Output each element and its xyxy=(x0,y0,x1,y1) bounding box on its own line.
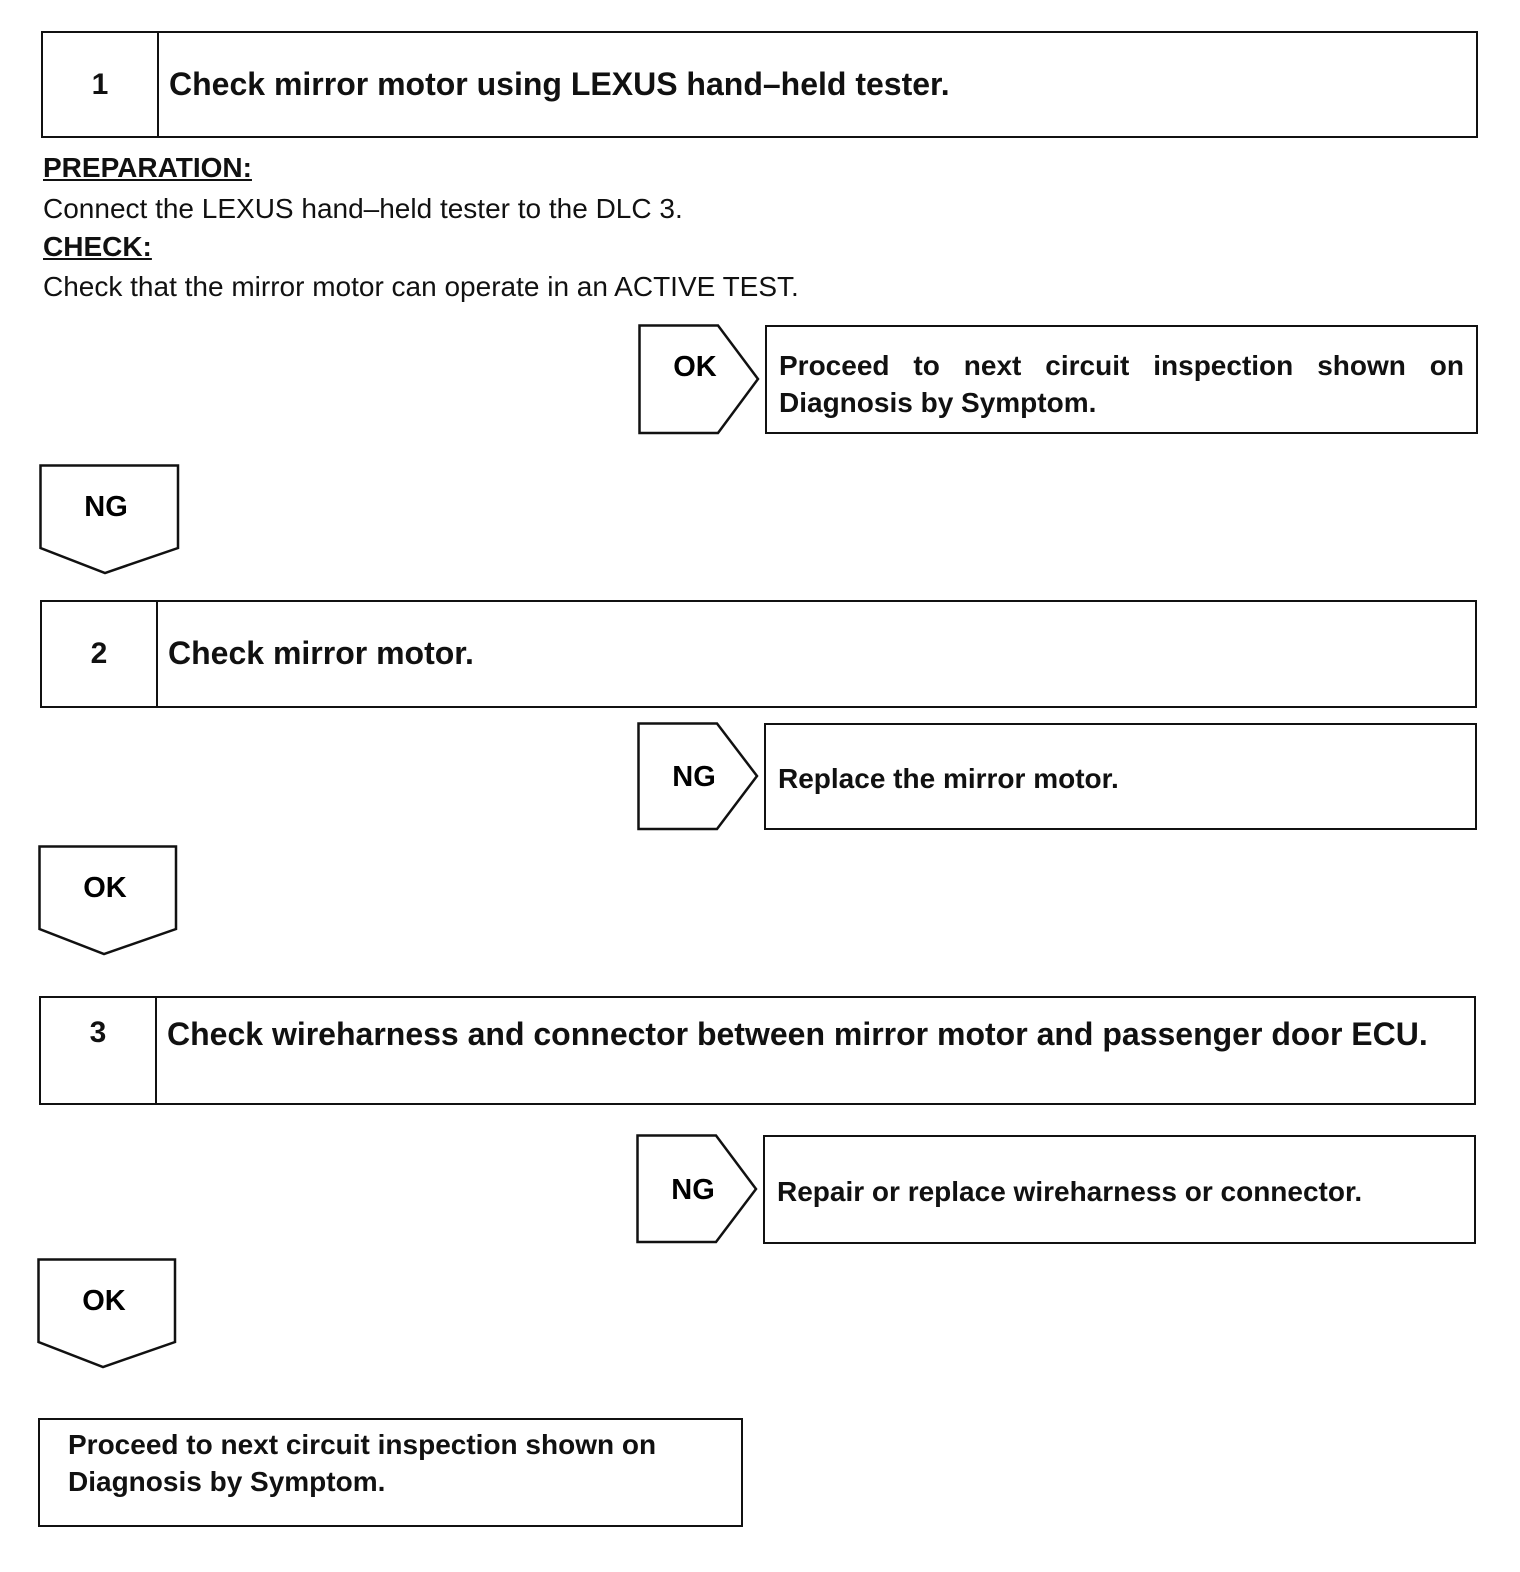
step-2-ok-down-label: OK xyxy=(83,872,127,904)
step-3-ng-side-arrow xyxy=(636,1134,758,1245)
step-3-number: 3 xyxy=(41,998,157,1103)
step-3-ok-down-label: OK xyxy=(82,1285,126,1317)
step-1-number: 1 xyxy=(43,33,159,136)
step-3-ok-down-arrow xyxy=(37,1258,178,1370)
step-2-ng-side-arrow xyxy=(637,722,759,832)
step-3-box xyxy=(39,996,1476,1105)
step-1-ok-side-label: OK xyxy=(673,351,717,383)
preparation-text: Connect the LEXUS hand–held tester to the DLC 3. xyxy=(43,193,683,224)
final-result-box: Proceed to next circuit inspection shown on Diagnosis by Symptom. xyxy=(38,1418,743,1527)
step-2-box xyxy=(40,600,1477,708)
step-2-ok-down-arrow xyxy=(38,845,179,957)
step-3-title: Check wireharness and connector between mirror motor and passenger door ECU. xyxy=(167,1016,1428,1052)
step-2-title: Check mirror motor. xyxy=(168,635,474,671)
step-2-number: 2 xyxy=(42,602,158,706)
step-1-ng-down-arrow xyxy=(39,464,180,576)
step-3-ng-side-label: NG xyxy=(671,1174,715,1206)
step-2-ng-side-label: NG xyxy=(672,761,716,793)
step-1-ok-result-box: Proceed to next circuit inspection shown on Diagnosis by Symptom. xyxy=(765,325,1478,434)
check-heading: CHECK: xyxy=(43,231,152,262)
step-1-ng-down-label: NG xyxy=(84,491,128,523)
preparation-heading: PREPARATION: xyxy=(43,152,252,183)
step-1-box xyxy=(41,31,1478,138)
step-1-ok-side-arrow xyxy=(638,324,760,435)
step-2-ng-result-box: Replace the mirror motor. xyxy=(764,723,1477,830)
step-1-title: Check mirror motor using LEXUS hand–held tester. xyxy=(169,66,950,102)
step-3-ng-result-box: Repair or replace wireharness or connector. xyxy=(763,1135,1476,1244)
check-text: Check that the mirror motor can operate in an ACTIVE TEST. xyxy=(43,271,799,302)
